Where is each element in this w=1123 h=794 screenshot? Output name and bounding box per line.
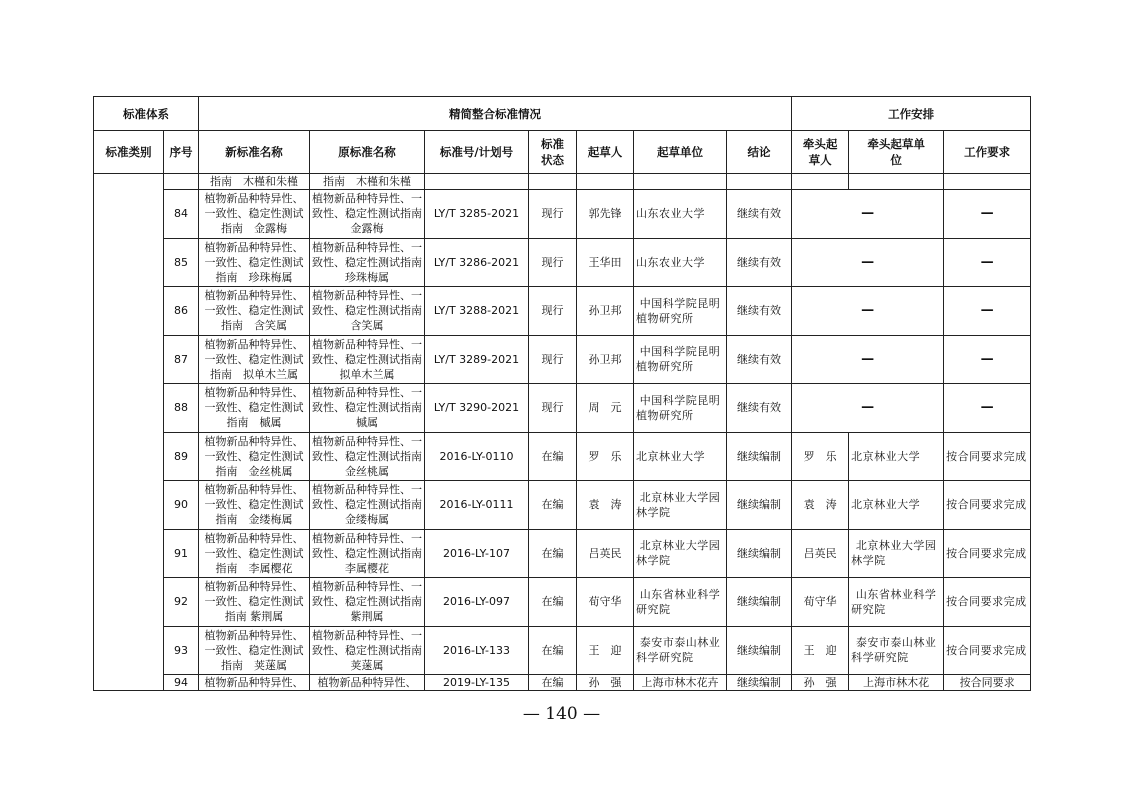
drafter-cell: 罗 乐	[577, 432, 634, 481]
lead-unit-cell: 山东省林业科学研究院	[849, 578, 944, 627]
new-name-cell: 植物新品种特异性、一致性、稳定性测试指南 槭属	[199, 384, 310, 433]
lead-unit-cell: 泰安市泰山林业科学研究院	[849, 626, 944, 675]
status-cell	[529, 174, 577, 190]
table-row	[94, 432, 1031, 481]
conclusion-cell: 继续编制	[727, 529, 792, 578]
group-header-situation: 精简整合标准情况	[199, 97, 792, 131]
col-header-new-name: 新标准名称	[199, 131, 310, 174]
no-cell: 91	[164, 529, 199, 578]
conclusion-cell: 继续编制	[727, 626, 792, 675]
old-name-cell: 植物新品种特异性、	[310, 675, 425, 691]
table-row	[94, 578, 1031, 627]
drafter-cell: 孙卫邦	[577, 287, 634, 336]
requirement-cell: 按合同要求完成	[944, 626, 1031, 675]
old-name-cell: 植物新品种特异性、一致性、稳定性测试指南 珍珠梅属	[310, 238, 425, 287]
unit-cell: 中国科学院昆明植物研究所	[634, 335, 727, 384]
old-name-cell: 植物新品种特异性、一致性、稳定性测试指南 紫荆属	[310, 578, 425, 627]
lead-cell: —	[792, 287, 944, 336]
conclusion-cell: 继续有效	[727, 287, 792, 336]
drafter-cell: 孙 强	[577, 675, 634, 691]
no-cell: 92	[164, 578, 199, 627]
status-cell: 在编	[529, 529, 577, 578]
status-cell: 在编	[529, 481, 577, 530]
requirement-cell: —	[944, 335, 1031, 384]
old-name-cell: 植物新品种特异性、一致性、稳定性测试指南 金露梅	[310, 190, 425, 239]
no-cell: 86	[164, 287, 199, 336]
no-cell: 84	[164, 190, 199, 239]
code-cell: 2019-LY-135	[425, 675, 529, 691]
unit-cell: 山东农业大学	[634, 238, 727, 287]
code-cell: LY/T 3286-2021	[425, 238, 529, 287]
drafter-cell: 孙卫邦	[577, 335, 634, 384]
conclusion-cell: 继续有效	[727, 238, 792, 287]
status-cell: 现行	[529, 238, 577, 287]
no-cell	[164, 174, 199, 190]
requirement-cell: 按合同要求完成	[944, 578, 1031, 627]
lead-cell: —	[792, 238, 944, 287]
table-row	[94, 675, 1031, 691]
code-cell: 2016-LY-0111	[425, 481, 529, 530]
requirement-cell: 按合同要求完成	[944, 432, 1031, 481]
table-row	[94, 335, 1031, 384]
old-name-cell: 指南 木槿和朱槿	[310, 174, 425, 190]
unit-cell	[634, 174, 727, 190]
lead-person-cell: 袁 涛	[792, 481, 849, 530]
no-cell: 90	[164, 481, 199, 530]
new-name-cell: 植物新品种特异性、	[199, 675, 310, 691]
new-name-cell: 植物新品种特异性、一致性、稳定性测试指南 珍珠梅属	[199, 238, 310, 287]
status-cell: 现行	[529, 335, 577, 384]
no-cell: 87	[164, 335, 199, 384]
unit-cell: 山东农业大学	[634, 190, 727, 239]
old-name-cell: 植物新品种特异性、一致性、稳定性测试指南 含笑属	[310, 287, 425, 336]
unit-cell: 中国科学院昆明植物研究所	[634, 384, 727, 433]
requirement-cell: —	[944, 287, 1031, 336]
code-cell: 2016-LY-097	[425, 578, 529, 627]
lead-cell: —	[792, 335, 944, 384]
unit-cell: 中国科学院昆明植物研究所	[634, 287, 727, 336]
col-header-lead-unit: 牵头起草单位	[849, 131, 944, 174]
requirement-cell: 按合同要求完成	[944, 481, 1031, 530]
table-row	[94, 529, 1031, 578]
lead-person-cell: 孙 强	[792, 675, 849, 691]
col-header-no: 序号	[164, 131, 199, 174]
group-header-work: 工作安排	[792, 97, 1031, 131]
drafter-cell: 袁 涛	[577, 481, 634, 530]
table-row	[94, 626, 1031, 675]
table-row	[94, 384, 1031, 433]
status-cell: 在编	[529, 578, 577, 627]
page-number: — 140 —	[522, 704, 601, 724]
status-cell: 现行	[529, 384, 577, 433]
unit-cell: 北京林业大学	[634, 432, 727, 481]
new-name-cell: 植物新品种特异性、一致性、稳定性测试指南 金缕梅属	[199, 481, 310, 530]
unit-cell: 山东省林业科学研究院	[634, 578, 727, 627]
conclusion-cell: 继续编制	[727, 481, 792, 530]
old-name-cell: 植物新品种特异性、一致性、稳定性测试指南 金缕梅属	[310, 481, 425, 530]
conclusion-cell: 继续有效	[727, 190, 792, 239]
table-row	[94, 174, 1031, 190]
new-name-cell: 植物新品种特异性、一致性、稳定性测试指南 拟单木兰属	[199, 335, 310, 384]
new-name-cell: 植物新品种特异性、一致性、稳定性测试指南 金露梅	[199, 190, 310, 239]
status-cell: 在编	[529, 626, 577, 675]
col-header-status: 标准状态	[529, 131, 577, 174]
drafter-cell: 王华田	[577, 238, 634, 287]
conclusion-cell: 继续编制	[727, 432, 792, 481]
table-row	[94, 287, 1031, 336]
code-cell: 2016-LY-0110	[425, 432, 529, 481]
table-row	[94, 190, 1031, 239]
code-cell: 2016-LY-107	[425, 529, 529, 578]
no-cell: 89	[164, 432, 199, 481]
drafter-cell: 王 迎	[577, 626, 634, 675]
new-name-cell: 植物新品种特异性、一致性、稳定性测试指南 李属樱花	[199, 529, 310, 578]
drafter-cell: 吕英民	[577, 529, 634, 578]
lead-unit-cell: 上海市林木花	[849, 675, 944, 691]
code-cell: LY/T 3290-2021	[425, 384, 529, 433]
status-cell: 在编	[529, 675, 577, 691]
new-name-cell: 指南 木槿和朱槿	[199, 174, 310, 190]
conclusion-cell: 继续编制	[727, 675, 792, 691]
conclusion-cell: 继续有效	[727, 335, 792, 384]
lead-unit-cell: 北京林业大学	[849, 481, 944, 530]
lead-person-cell: 吕英民	[792, 529, 849, 578]
unit-cell: 上海市林木花卉	[634, 675, 727, 691]
drafter-cell	[577, 174, 634, 190]
lead-unit-cell	[849, 174, 944, 190]
requirement-cell: —	[944, 238, 1031, 287]
lead-cell: —	[792, 190, 944, 239]
col-header-code: 标准号/计划号	[425, 131, 529, 174]
lead-unit-cell: 北京林业大学	[849, 432, 944, 481]
status-cell: 现行	[529, 287, 577, 336]
col-header-drafter: 起草人	[577, 131, 634, 174]
old-name-cell: 植物新品种特异性、一致性、稳定性测试指南 拟单木兰属	[310, 335, 425, 384]
requirement-cell: 按合同要求	[944, 675, 1031, 691]
requirement-cell: —	[944, 384, 1031, 433]
unit-cell: 北京林业大学园林学院	[634, 481, 727, 530]
lead-person-cell: 王 迎	[792, 626, 849, 675]
new-name-cell: 植物新品种特异性、一致性、稳定性测试指南 紫荆属	[199, 578, 310, 627]
table-row	[94, 238, 1031, 287]
no-cell: 94	[164, 675, 199, 691]
code-cell: LY/T 3289-2021	[425, 335, 529, 384]
new-name-cell: 植物新品种特异性、一致性、稳定性测试指南 荚蒾属	[199, 626, 310, 675]
drafter-cell: 荀守华	[577, 578, 634, 627]
status-cell: 现行	[529, 190, 577, 239]
new-name-cell: 植物新品种特异性、一致性、稳定性测试指南 含笑属	[199, 287, 310, 336]
col-header-requirement: 工作要求	[944, 131, 1031, 174]
code-cell: 2016-LY-133	[425, 626, 529, 675]
conclusion-cell: 继续有效	[727, 384, 792, 433]
code-cell: LY/T 3288-2021	[425, 287, 529, 336]
conclusion-cell: 继续编制	[727, 578, 792, 627]
standards-table	[93, 96, 1031, 691]
no-cell: 88	[164, 384, 199, 433]
code-cell: LY/T 3285-2021	[425, 190, 529, 239]
col-header-old-name: 原标准名称	[310, 131, 425, 174]
conclusion-cell	[727, 174, 792, 190]
old-name-cell: 植物新品种特异性、一致性、稳定性测试指南 金丝桃属	[310, 432, 425, 481]
unit-cell: 北京林业大学园林学院	[634, 529, 727, 578]
header-column-row	[94, 131, 1031, 174]
lead-person-cell: 罗 乐	[792, 432, 849, 481]
lead-cell: —	[792, 384, 944, 433]
requirement-cell	[944, 174, 1031, 190]
old-name-cell: 植物新品种特异性、一致性、稳定性测试指南 荚蒾属	[310, 626, 425, 675]
col-header-category: 标准类别	[94, 131, 164, 174]
group-header-standard-system: 标准体系	[94, 97, 199, 131]
drafter-cell: 郭先锋	[577, 190, 634, 239]
col-header-lead-person: 牵头起草人	[792, 131, 849, 174]
requirement-cell: 按合同要求完成	[944, 529, 1031, 578]
requirement-cell: —	[944, 190, 1031, 239]
unit-cell: 泰安市泰山林业科学研究院	[634, 626, 727, 675]
lead-unit-cell: 北京林业大学园林学院	[849, 529, 944, 578]
header-group-row	[94, 97, 1031, 131]
drafter-cell: 周 元	[577, 384, 634, 433]
col-header-conclusion: 结论	[727, 131, 792, 174]
old-name-cell: 植物新品种特异性、一致性、稳定性测试指南 槭属	[310, 384, 425, 433]
col-header-unit: 起草单位	[634, 131, 727, 174]
code-cell	[425, 174, 529, 190]
lead-person-cell: 荀守华	[792, 578, 849, 627]
no-cell: 85	[164, 238, 199, 287]
status-cell: 在编	[529, 432, 577, 481]
old-name-cell: 植物新品种特异性、一致性、稳定性测试指南 李属樱花	[310, 529, 425, 578]
category-cell	[94, 174, 164, 691]
new-name-cell: 植物新品种特异性、一致性、稳定性测试指南 金丝桃属	[199, 432, 310, 481]
table-row	[94, 481, 1031, 530]
no-cell: 93	[164, 626, 199, 675]
lead-person-cell	[792, 174, 849, 190]
